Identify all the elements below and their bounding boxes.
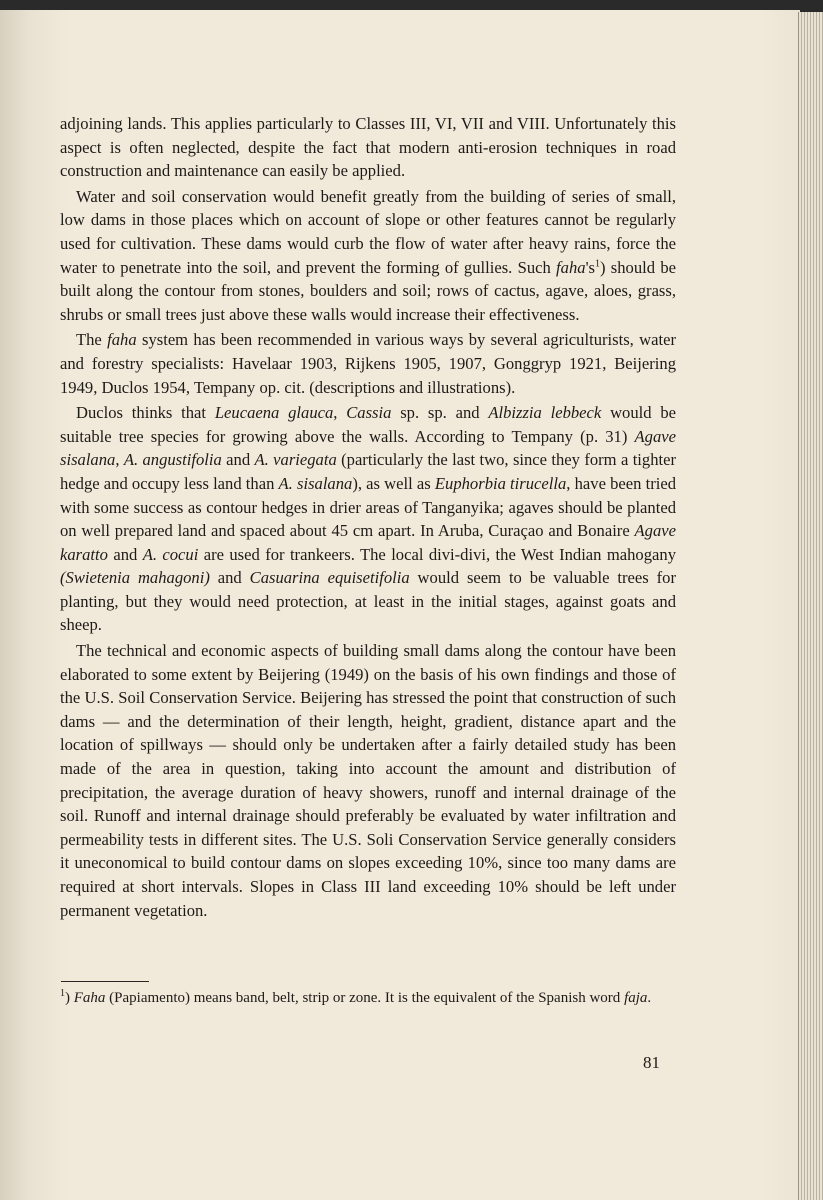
book-page: [0, 10, 800, 1200]
italic-term: Cassia: [346, 403, 392, 423]
italic-term: faja: [624, 990, 648, 1006]
text-run: are used for trankeers. The local divi-divi, the West Indian mahogany: [198, 544, 676, 564]
text-run: (Papiamento) means band, belt, strip or zone. It is the equivalent of the Spanish word: [105, 990, 625, 1006]
text-run: and: [209, 568, 250, 588]
text-run: The technical and economic aspects of building small dams along the contour have been elaborated to some extent by Beijering (1949) on the basis of his own findings and those of the U.S. Soil Conservation Service. Beijering has stressed the point that construction of such dams — and the determination of their length, height, gradient, distance apart and the location of spillways — should only be undertaken after a fairly detailed study has been made of the area in question, taking into account the amount and distribution of precipitation, the average duration of heavy showers, runoff and internal drainage of the soil. Runoff and internal drainage should preferably be evaluated by water infiltration and permeability tests in different sites. The U.S. Soli Conservation Service generally considers it uneconomical to build contour dams on slopes exceeding 10%, since too many dams are required at short intervals. Slopes in Class III land exceeding 10% should be left under permanent vegetation.: [60, 641, 676, 920]
paragraph: [60, 328, 676, 399]
text-run: and: [107, 544, 143, 564]
text-run: would be suitable tree species for growing above the walls. According to Tempany (p. 31): [60, 403, 677, 446]
text-run: , have been tried with some success as contour hedges in drier areas of Tanganyika; agaves should be planted on well prepared land and spaced about 45 cm apart. In Aruba, Curaçao and Bonaire: [60, 473, 677, 541]
text-run: would seem to be valuable trees for planting, but they would need protection, at least in the initial stages, against goats and sheep.: [60, 568, 676, 635]
text-run: The: [76, 330, 108, 350]
text-run: 's: [585, 257, 596, 277]
italic-term: A. sisalana: [278, 473, 353, 493]
italic-term: A. angustifolia: [123, 450, 222, 470]
italic-term: Casuarina equisetifolia: [249, 568, 410, 588]
italic-term: Agave sisalana: [60, 426, 676, 470]
text-run: ,: [115, 450, 124, 470]
text-run: (particularly the last two, since they form a tighter hedge and occupy less land than: [60, 450, 677, 493]
text-run: ), as well as: [352, 473, 435, 493]
paragraph: [60, 639, 676, 922]
text-run: adjoining lands. This applies particularly to Classes III, VI, VII and VIII. Unfortunately this aspect is often neglected, despite the fact that modern anti-erosion techniques in road construction and maintenance can easily be applied.: [60, 114, 676, 181]
footnote-marker: 1: [595, 258, 601, 270]
text-run: Water and soil conservation would benefit greatly from the building of series of small, low dams in those places which on account of slope or other features cannot be regularly used for cultivation. These dams would curb the flow of water after heavy rains, force the water to penetrate into the soil, and prevent the forming of gullies. Such: [60, 186, 676, 277]
footnote: [60, 987, 676, 1009]
page-edges: [798, 12, 823, 1200]
text-run: ): [65, 990, 74, 1006]
text-run: and: [221, 450, 255, 470]
italic-term: faha: [107, 330, 137, 350]
text-run: ) should be built along the contour from stones, boulders and soil; rows of cactus, agave, aloes, grass, shrubs or small trees just above these walls would increase their effectiveness.: [60, 257, 676, 324]
italic-term: faha: [556, 257, 586, 277]
paragraph: [60, 401, 676, 637]
text-run: ,: [333, 403, 347, 423]
italic-term: Albizzia lebbeck: [488, 403, 602, 423]
italic-term: (Swietenia mahagoni): [60, 568, 210, 588]
paragraph: [60, 185, 676, 327]
italic-term: A. variegata: [254, 450, 337, 470]
italic-term: Agave karatto: [60, 521, 676, 564]
footnote-divider: [61, 981, 149, 982]
italic-term: A. cocui: [142, 544, 199, 564]
text-run: Duclos thinks that: [76, 403, 215, 423]
footnote-marker: 1: [60, 988, 65, 999]
page-number: 81: [643, 1053, 660, 1072]
italic-term: Faha: [73, 990, 106, 1006]
text-run: sp. sp. and: [391, 403, 489, 423]
body-text: [60, 112, 676, 922]
paragraph: [60, 112, 676, 183]
italic-term: Leucaena glauca: [214, 403, 334, 423]
text-run: system has been recommended in various ways by several agriculturists, water and forestry specialists: Havelaar 1903, Rijkens 1905, 1907, Gonggryp 1921, Beijering 1949, Duclos 1954, Tempany op. cit. (descriptions and illustrations).: [60, 330, 676, 397]
italic-term: Euphorbia tirucella: [434, 473, 567, 493]
text-run: .: [647, 990, 652, 1006]
